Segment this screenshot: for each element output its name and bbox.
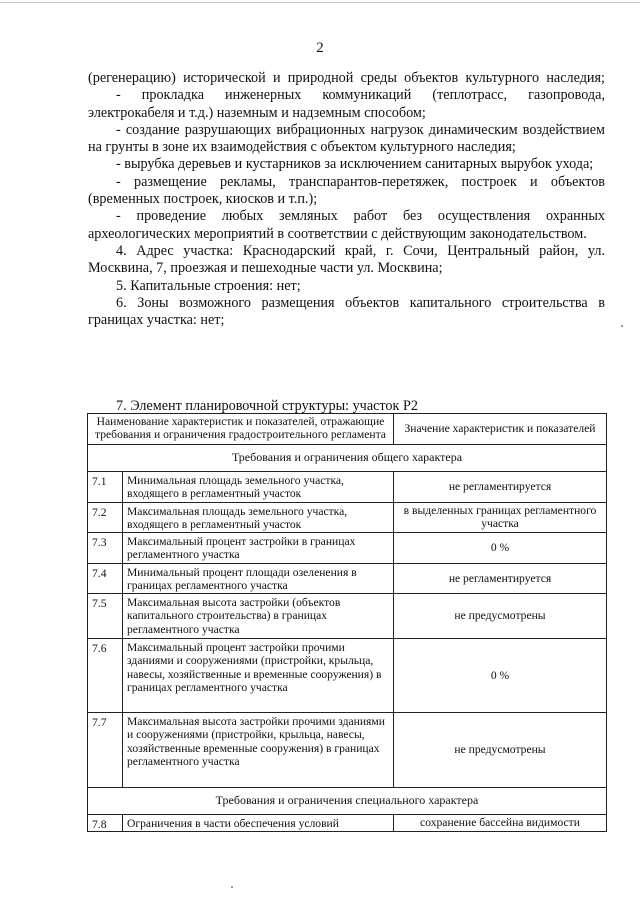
row-characteristic: Максимальная высота застройки (объектов капитального строительства) в границах регламентного участка [123,593,394,638]
paragraph: - создание разрушающих вибрационных нагрузок динамическим воздействием на грунты в зоне их взаимодействия с объектом культурного наследия; [88,121,605,156]
row-characteristic: Минимальный процент площади озеленения в границах регламентного участка [123,563,394,593]
row-characteristic: Минимальная площадь земельного участка, входящего в регламентный участок [123,471,394,502]
row-value: не регламентируется [394,563,607,593]
section-title: Требования и ограничения общего характера [88,444,607,471]
row-number: 7.1 [88,471,123,502]
table-row [88,471,607,502]
table-row [88,638,607,712]
paragraph: 6. Зоны возможного размещения объектов капитального строительства в границах участка: нет; [88,294,605,329]
row-value: сохранение бассейна видимости [394,814,607,831]
paragraph: - прокладка инженерных коммуникаций (теплотрасс, газопровода, электрокабеля и т.д.) наземным и надземным способом; [88,87,605,121]
table-header-row [88,414,607,445]
scan-speck [621,325,623,327]
table-caption: 7. Элемент планировочной структуры: участок Р2 [116,398,418,414]
section-row-general [88,444,607,471]
row-value: 0 % [394,532,607,563]
table-row [88,532,607,563]
regulation-table [87,413,607,832]
row-characteristic: Максимальная высота застройки прочими зданиями и сооружениями (пристройки, крыльца, навесы, хозяйственные временные сооружения) в границах регламентного участка [123,712,394,787]
row-number: 7.4 [88,563,123,593]
table-row [88,502,607,532]
row-characteristic: Ограничения в части обеспечения условий [123,814,394,831]
row-value: 0 % [394,638,607,712]
row-characteristic: Максимальная площадь земельного участка, входящего в регламентный участок [123,502,394,532]
row-number: 7.5 [88,593,123,638]
header-values: Значение характеристик и показателей [394,414,607,445]
paragraph: 4. Адрес участка: Краснодарский край, г. Сочи, Центральный район, ул. Москвина, 7, проезжая и пешеходные части ул. Москвина; [88,242,605,277]
scan-speck [231,886,233,888]
row-characteristic: Максимальный процент застройки прочими зданиями и сооружениями (пристройки, крыльца, навесы, хозяйственные и временные сооружения) в границах регламентного участка [123,638,394,712]
row-characteristic: Максимальный процент застройки в границах регламентного участка [123,532,394,563]
table-row [88,563,607,593]
section-title: Требования и ограничения специального характера [88,787,607,814]
row-number: 7.3 [88,532,123,563]
paragraph: - размещение рекламы, транспарантов-перетяжек, построек и объектов (временных построек, киосков и т.п.); [88,173,605,208]
row-number: 7.7 [88,712,123,787]
page-top-edge [0,2,640,3]
document-body [88,70,605,329]
row-number: 7.8 [88,814,123,831]
paragraph: 5. Капитальные строения: нет; [116,277,301,294]
row-value: в выделенных границах регламентного участка [394,502,607,532]
table-row [88,712,607,787]
paragraph: - проведение любых земляных работ без осуществления охранных археологических мероприятий в соответствии с действующим законодательством. [88,208,605,242]
header-characteristics: Наименование характеристик и показателей, отражающие требования и ограничения градостроительного регламента [88,414,394,445]
section-row-special [88,787,607,814]
table-row [88,593,607,638]
row-number: 7.6 [88,638,123,712]
paragraph: - вырубка деревьев и кустарников за исключением санитарных вырубок ухода; [116,156,594,173]
table-row [88,814,607,831]
page-number: 2 [316,40,324,56]
row-value: не предусмотрены [394,593,607,638]
row-value: не предусмотрены [394,712,607,787]
row-value: не регламентируется [394,471,607,502]
paragraph: (регенерацию) исторической и природной среды объектов культурного наследия; [88,70,605,86]
row-number: 7.2 [88,502,123,532]
